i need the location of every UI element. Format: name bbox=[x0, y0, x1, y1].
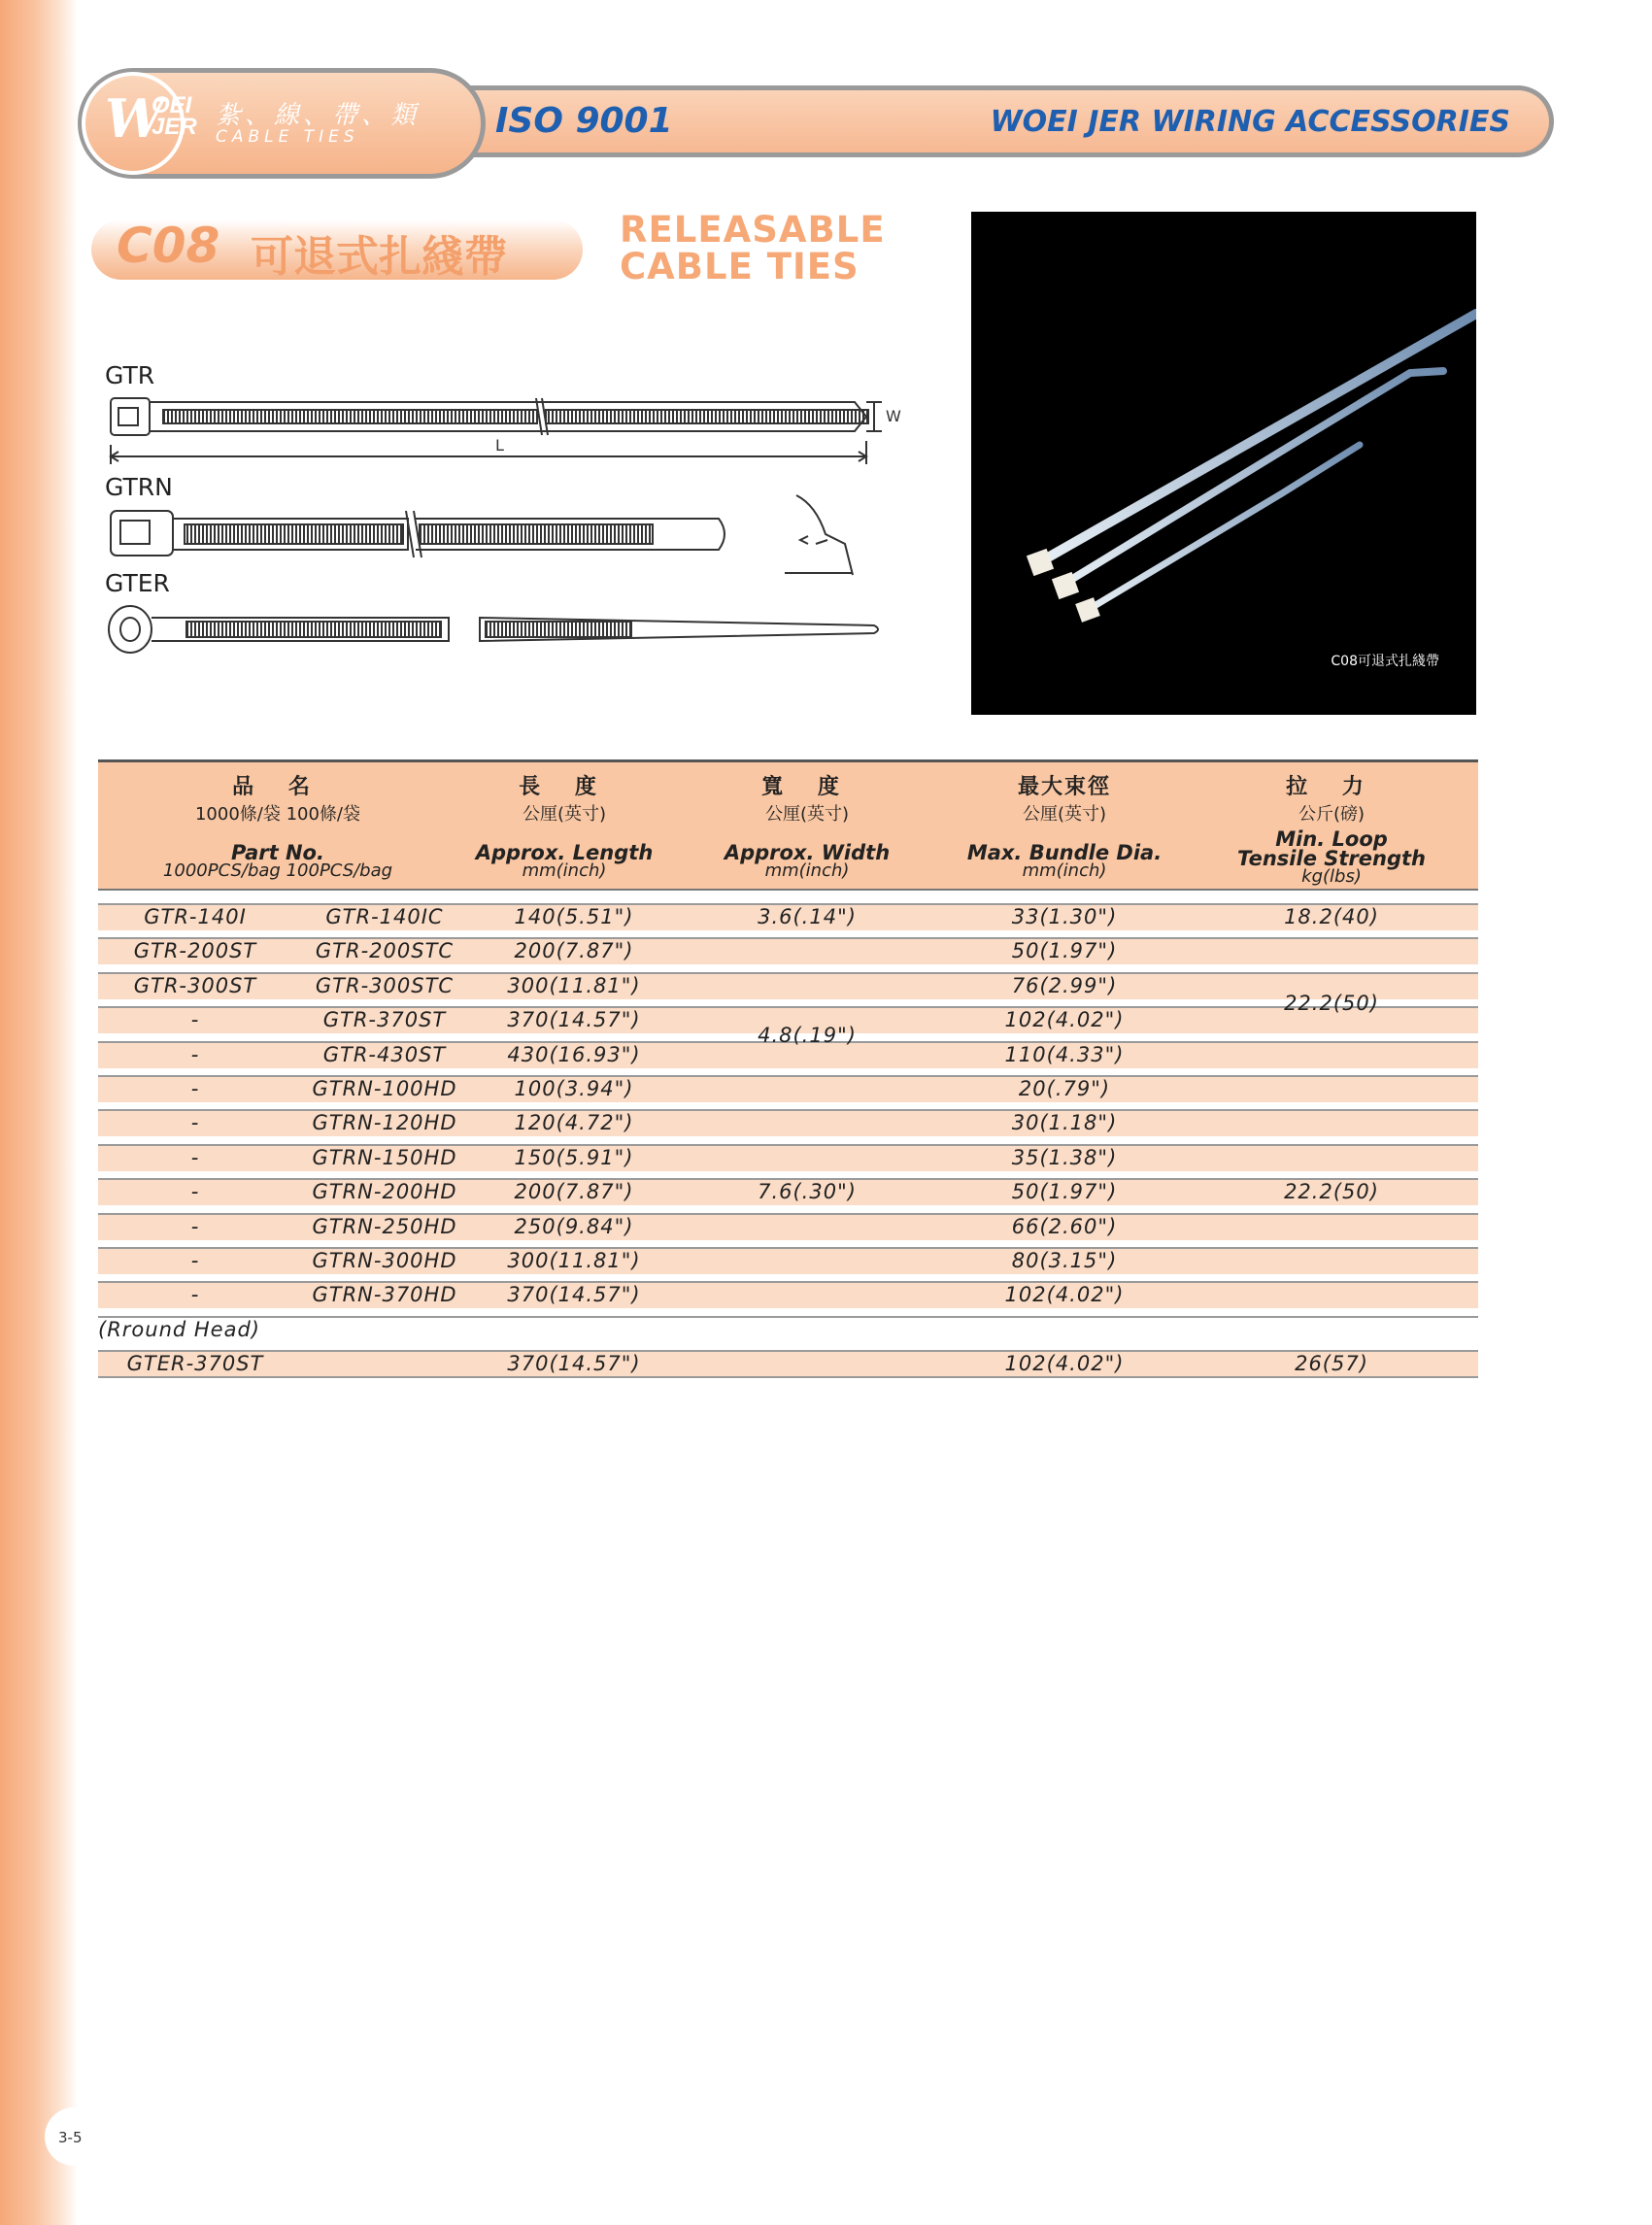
gter-label: GTER bbox=[105, 569, 170, 597]
logo-mark: W bbox=[105, 87, 160, 150]
table-row: - GTRN-120HD 120(4.72") 30(1.18") bbox=[98, 1100, 1478, 1134]
width-merged-gtr: 4.8(.19") bbox=[758, 1024, 857, 1047]
table-row: - GTRN-250HD 250(9.84") 66(2.60") bbox=[98, 1204, 1478, 1238]
logo-english-text: CABLE TIES bbox=[216, 127, 359, 147]
cable-ties-photo-art bbox=[971, 212, 1476, 715]
cable-tie-diagrams bbox=[97, 350, 952, 660]
length-dimension-label: L bbox=[495, 436, 504, 455]
title-line-1: RELEASABLE bbox=[620, 209, 886, 251]
side-gradient-band bbox=[0, 0, 78, 2225]
header-tensile: 拉 力 公斤(磅) Min. Loop Tensile Strength kg(lbs) bbox=[1237, 775, 1426, 887]
table-row: - GTRN-150HD 150(5.91") 35(1.38") bbox=[98, 1135, 1478, 1169]
gtr-label: GTR bbox=[105, 361, 155, 389]
company-name: WOEI JER WIRING ACCESSORIES bbox=[990, 105, 1510, 139]
gtrn-label: GTRN bbox=[105, 473, 173, 501]
table-row: GTER-370ST 370(14.57") 102(4.02") 26(57) bbox=[98, 1341, 1478, 1375]
photo-caption: C08可退式扎綫帶 bbox=[1331, 654, 1439, 669]
page-number: 3-5 bbox=[58, 2129, 83, 2146]
gtrn-diagram bbox=[111, 495, 853, 575]
table-row: GTR-200ST GTR-200STC 200(7.87") 50(1.97") bbox=[98, 928, 1478, 962]
header-bundle-dia: 最大束徑 公厘(英寸) Max. Bundle Dia. mm(inch) bbox=[966, 775, 1163, 881]
table-row: - GTRN-200HD 200(7.87") 7.6(.30") 50(1.97") 22.2(50) bbox=[98, 1169, 1478, 1203]
gter-diagram bbox=[109, 606, 878, 653]
tensile-merged-gtr: 22.2(50) bbox=[1284, 992, 1379, 1015]
table-row: - GTRN-300HD 300(11.81") 80(3.15") bbox=[98, 1238, 1478, 1272]
logo-chinese-text: 紮、線、帶、類 bbox=[216, 101, 421, 130]
product-title-chinese: 可退式扎綫帶 bbox=[251, 232, 507, 282]
table-row: - GTRN-370HD 370(14.57") 102(4.02") bbox=[98, 1272, 1478, 1306]
title-line-2: CABLE TIES bbox=[620, 246, 860, 287]
table-row: - GTR-430ST 430(16.93") 110(4.33") bbox=[98, 1032, 1478, 1066]
table-row: - GTRN-100HD 100(3.94") 20(.79") bbox=[98, 1066, 1478, 1100]
width-dimension-label: W bbox=[886, 407, 901, 425]
product-photo bbox=[971, 212, 1476, 715]
header-part-no: 品 名 1000條/袋 100條/袋 Part No. 1000PCS/bag 100PCS/bag bbox=[162, 775, 393, 881]
product-title-english bbox=[620, 209, 886, 287]
table-row: - GTR-370ST 370(14.57") 102(4.02") bbox=[98, 997, 1478, 1031]
logo-brand: OEI JER bbox=[152, 92, 197, 140]
header-width: 寬 度 公厘(英寸) Approx. Width mm(inch) bbox=[724, 775, 891, 881]
table-row-section-label: (Rround Head) bbox=[98, 1307, 1478, 1341]
product-code: C08 bbox=[117, 218, 220, 274]
header-length: 長 度 公厘(英寸) Approx. Length mm(inch) bbox=[475, 775, 654, 881]
table-bottom-rule bbox=[98, 1376, 1478, 1378]
table-header bbox=[98, 759, 1478, 891]
table-row: GTR-300ST GTR-300STC 300(11.81") 76(2.99") bbox=[98, 963, 1478, 997]
table-row: GTR-140I GTR-140IC 140(5.51") 3.6(.14") 33(1.30") 18.2(40) bbox=[98, 894, 1478, 928]
iso-certification: ISO 9001 bbox=[495, 101, 673, 141]
